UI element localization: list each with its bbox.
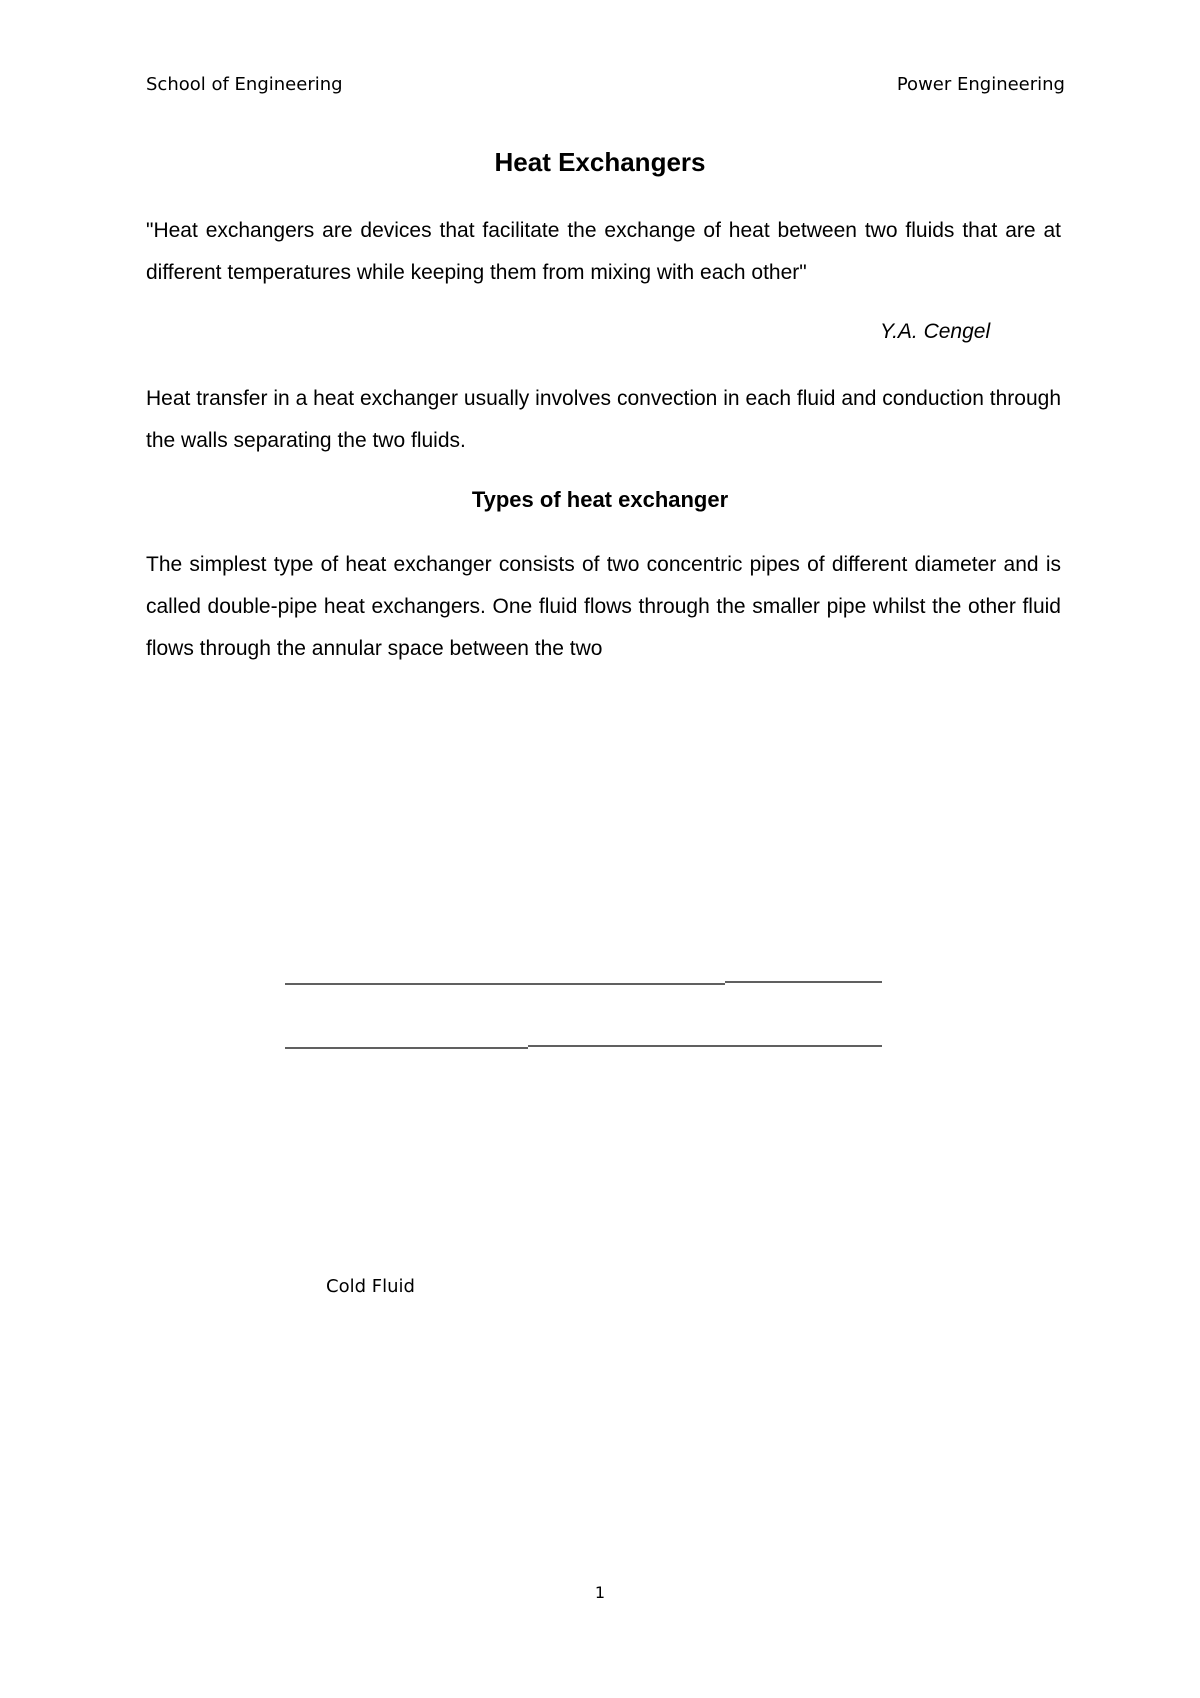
page-title: Heat Exchangers	[494, 147, 706, 177]
header-right: Power Engineering	[896, 74, 1065, 95]
paragraph-heat-transfer: Heat transfer in a heat exchanger usually involves convection in each fluid and conduction through the walls separating the two fluids.	[146, 387, 1061, 452]
header-left: School of Engineering	[146, 74, 343, 95]
pipe-lines-diagram	[285, 980, 885, 1060]
cold-fluid-label: Cold Fluid	[326, 1276, 415, 1297]
paragraph-double-pipe: The simplest type of heat exchanger consists of two concentric pipes of different diameter and is called double-pipe heat exchangers. One fluid flows through the smaller pipe whilst the other fluid flows through the annular space between the two	[146, 553, 1061, 660]
definition-quote: "Heat exchangers are devices that facilitate the exchange of heat between two fluids that are at different temperatures while keeping them from mixing with each other"	[146, 219, 1061, 284]
quote-author: Y.A. Cengel	[880, 320, 991, 343]
section-title: Types of heat exchanger	[471, 487, 729, 512]
page-number: 1	[594, 1583, 606, 1602]
